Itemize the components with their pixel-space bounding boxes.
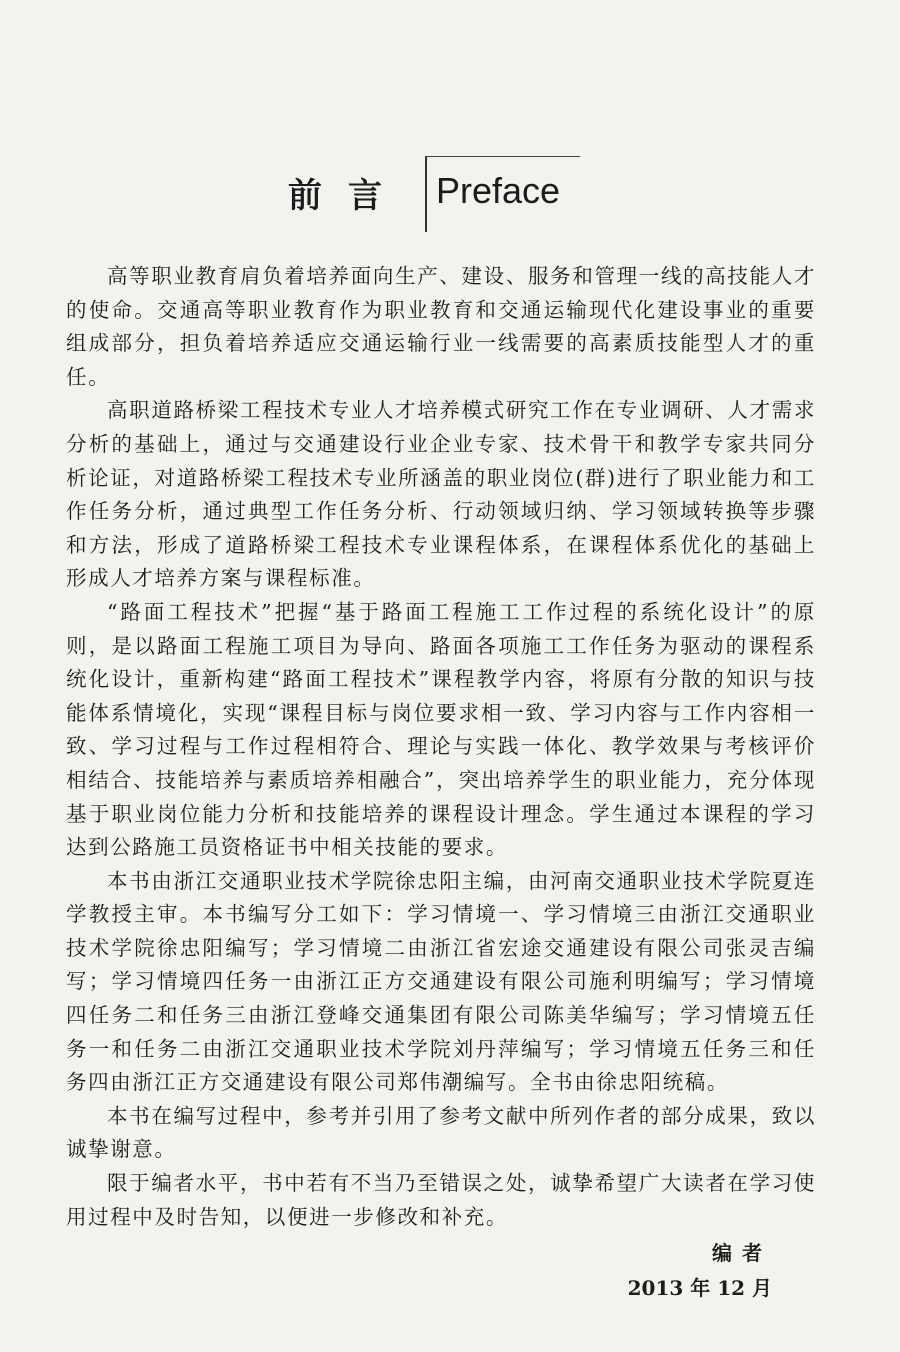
title-divider-horizontal (425, 156, 580, 157)
paragraph: 高等职业教育肩负着培养面向生产、建设、服务和管理一线的高技能人才的使命。交通高等职业教育作为职业教育和交通运输现代化建设事业的重要组成部分，担负着培养适应交通运输行业一线需要的高素质技能型人才的重任。 (66, 264, 816, 389)
paragraph: 本书在编写过程中，参考并引用了参考文献中所列作者的部分成果，致以诚挚谢意。 (66, 1103, 816, 1162)
title-divider-vertical (425, 156, 427, 232)
paragraph: “路面工程技术”把握“基于路面工程施工工作过程的系统化设计”的原则，是以路面工程施工项目为导向、路面各项施工工作任务为驱动的课程系统化设计，重新构建“路面工程技术”课程教学内容，将原有分散的知识与技能体系情境化，实现“课程目标与岗位要求相一致、学习内容与工作内容相一致、学习过程与工作过程相符合、理论与实践一体化、教学效果与考核评价相结合、技能培养与素质培养相融合”，突出培养学生的职业能力，充分体现基于职业岗位能力分析和技能培养的课程设计理念。学生通过本课程的学习达到公路施工员资格证书中相关技能的要求。 (66, 599, 816, 860)
page-title-chinese: 前言 (288, 176, 408, 216)
paragraph: 高职道路桥梁工程技术专业人才培养模式研究工作在专业调研、人才需求分析的基础上，通过与交通建设行业企业专家、技术骨干和教学专家共同分析论证，对道路桥梁工程技术专业所涵盖的职业岗位(群)进行了职业能力和工作任务分析，通过典型工作任务分析、行动领域归纳、学习领域转换等步骤和方法，形成了道路桥梁工程技术专业课程体系，在课程体系优化的基础上形成人才培养方案与课程标准。 (66, 398, 816, 591)
paragraph: 限于编者水平，书中若有不当乃至错误之处，诚挚希望广大读者在学习使用过程中及时告知，以便进一步修改和补充。 (66, 1171, 816, 1229)
paragraph: 本书由浙江交通职业技术学院徐忠阳主编，由河南交通职业技术学院夏连学教授主审。本书编写分工如下：学习情境一、学习情境三由浙江交通职业技术学院徐忠阳编写；学习情境二由浙江省宏途交通建设有限公司张灵吉编写；学习情境四任务一由浙江正方交通建设有限公司施利明编写；学习情境四任务二和任务三由浙江登峰交通集团有限公司陈美华编写；学习情境五任务一和任务二由浙江交通职业技术学院刘丹萍编写；学习情境五任务三和任务四由浙江正方交通建设有限公司郑伟潮编写。全书由徐忠阳统稿。 (66, 868, 816, 1095)
preface-body (66, 260, 816, 1234)
page-title-english: Preface (436, 170, 561, 211)
signature-author: 编者 (712, 1241, 772, 1265)
signature-date: 2013 年 12 月 (627, 1276, 772, 1300)
